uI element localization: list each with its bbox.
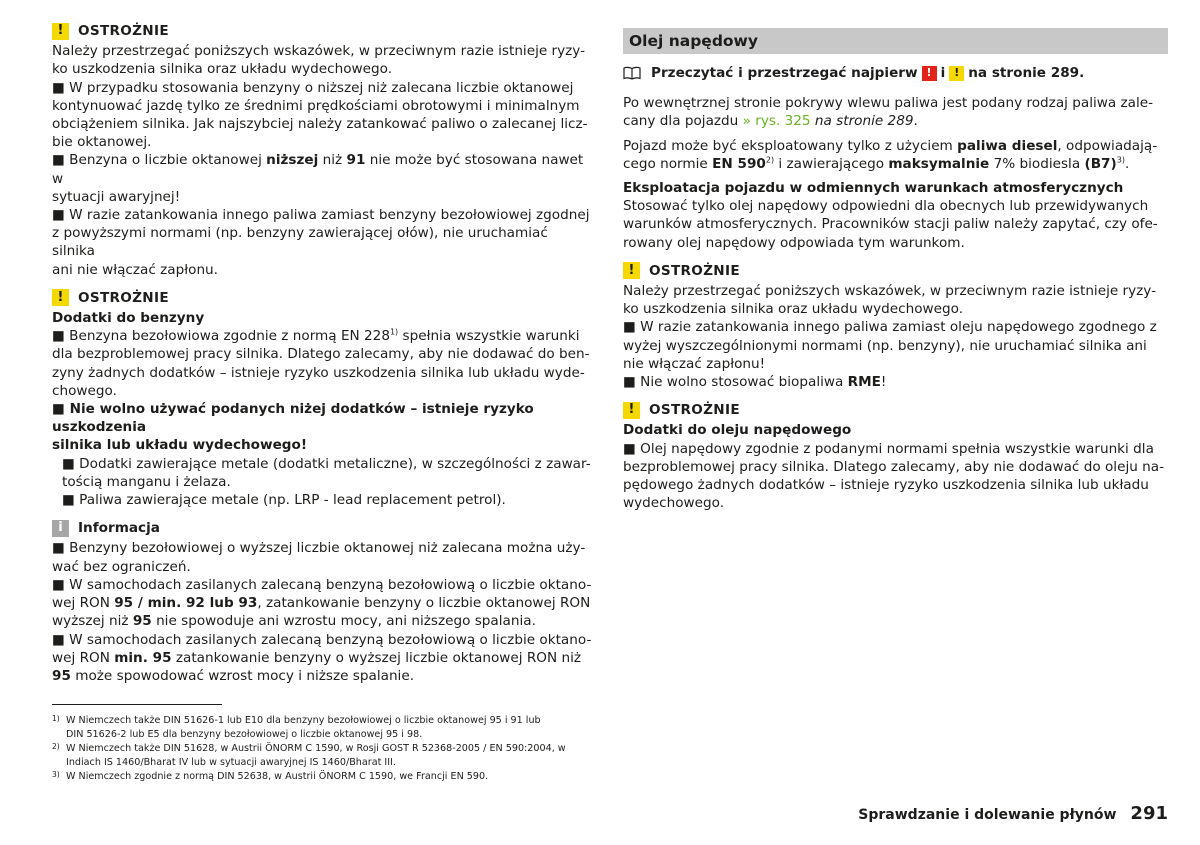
- text-span: !: [880, 374, 887, 391]
- bold-text: min. 95: [114, 649, 172, 666]
- text-line: ■ W razie zatankowania innego paliwa zamiast oleju napędowego zgodnego z: [623, 319, 1157, 336]
- text-line: warunków atmosferycznych. Pracowników stacji paliw należy zapytać, czy ofe-: [623, 216, 1158, 233]
- text-span: ■ Nie wolno stosować biopaliwa: [623, 374, 848, 391]
- footnote-ref: 1): [389, 327, 399, 337]
- text-line: ■ W przypadku stosowania benzyny o niższej niż zalecana liczbie oktanowej: [52, 79, 574, 96]
- footnote-1: [52, 714, 592, 742]
- info-header: [52, 519, 592, 537]
- text-line: ■ Benzyny bezołowiowej o wyższej liczbie oktanowej niż zalecana można uży-: [52, 540, 586, 557]
- warning-box-1: [52, 22, 592, 279]
- reference-text: Przeczytać i przestrzegać najpierw: [651, 65, 918, 81]
- warning-title: OSTROŻNIE: [649, 262, 740, 279]
- bold-text: paliwa diesel: [957, 137, 1058, 154]
- warning-icon-yellow[interactable]: !: [949, 66, 964, 81]
- chapter-title: Sprawdzanie i dolewanie płynów: [858, 807, 1117, 823]
- warning-icon: !: [52, 23, 69, 40]
- footnote-2: [52, 742, 592, 770]
- text-line: tością manganu i żelaza.: [62, 473, 231, 490]
- text-span: cego normie: [623, 155, 713, 172]
- footnote-mark: 1): [52, 714, 60, 723]
- footnote-line: Indiach IS 1460/Bharat IV lub w sytuacji awaryjnej IS 1460/Bharat III.: [66, 757, 396, 768]
- text-span: spełnia wszystkie warunki: [398, 328, 580, 345]
- text-line: ■ Paliwa zawierające metale (np. LRP - lead replacement petrol).: [62, 492, 506, 509]
- page-reference: na stronie 289.: [968, 65, 1085, 81]
- text-line: [623, 137, 1168, 155]
- subheading: Eksploatacja pojazdu w odmiennych warunkach atmosferycznych: [623, 180, 1124, 197]
- text-line: z powyższymi normami (np. benzyny zawierającej ołów), nie uruchamiać silnika: [52, 225, 548, 260]
- footnote-text: [66, 714, 592, 742]
- figure-link[interactable]: » rys. 325: [742, 113, 811, 130]
- text-line: Po wewnętrznej stronie pokrywy wlewu paliwa jest podany rodzaj paliwa zale-: [623, 95, 1154, 112]
- footnote-divider: [52, 704, 222, 705]
- page-number: 291: [1130, 803, 1168, 824]
- warning-title: OSTROŻNIE: [78, 23, 169, 39]
- italic-text: na stronie 289: [810, 113, 914, 130]
- text-line: ani nie włączać zapłonu.: [52, 261, 218, 278]
- text-line: chowego.: [52, 382, 117, 399]
- text-line: [52, 594, 592, 612]
- warning-header: [52, 22, 592, 40]
- bold-text: 95: [52, 667, 71, 684]
- bold-text: 91: [346, 152, 366, 169]
- footnote-3: [52, 770, 592, 784]
- footnote-ref: 2): [765, 155, 775, 165]
- text-line: bie oktanowej.: [52, 134, 152, 151]
- bold-text: EN 590: [712, 155, 766, 172]
- info-icon: i: [52, 520, 69, 537]
- text-span: wej RON: [52, 595, 115, 612]
- text-span: ■ Benzyna bezołowiowa zgodnie z normą EN 228: [52, 328, 390, 345]
- section-title: Olej napędowy: [623, 28, 1168, 54]
- footnote-line: W Niemczech także DIN 51628, w Austrii ÖNORM C 1590, w Rosji GOST R 52368-2005 / EN 590:2004, w: [66, 743, 566, 754]
- text-line: Należy przestrzegać poniższych wskazówek, w przeciwnym razie istnieje ryzy-: [623, 283, 1157, 300]
- info-box: [52, 519, 592, 685]
- text-span: nie spowoduje ani wzrostu mocy, ani niższego spalania.: [151, 613, 536, 630]
- warning-header: [623, 262, 1168, 280]
- text-line: dla bezproblemowej pracy silnika. Dlatego zalecamy, aby nie dodawać do ben-: [52, 346, 590, 363]
- book-icon: [623, 66, 641, 80]
- warning-icon: !: [623, 402, 640, 419]
- text-span: .: [1124, 155, 1130, 172]
- text-line: ■ W samochodach zasilanych zalecaną benzyną bezołowiową o liczbie oktano-: [52, 576, 592, 593]
- footnotes: [52, 714, 592, 784]
- text-line: nie włączać zapłonu!: [623, 355, 766, 372]
- bold-text: 95 / min. 92 lub 93: [114, 595, 258, 612]
- text-line: [623, 112, 1168, 130]
- warning-title: OSTROŻNIE: [649, 402, 740, 419]
- text-span: i zawierającego: [774, 155, 889, 172]
- text-line: silnika lub układu wydechowego!: [52, 437, 308, 454]
- bold-text: (B7): [1084, 155, 1117, 172]
- text-line: [52, 649, 592, 667]
- reference-line: [623, 64, 1168, 82]
- text-span: cany dla pojazdu: [623, 113, 743, 130]
- warning-header: [623, 401, 1168, 419]
- text-span: ■ Benzyna o liczbie oktanowej: [52, 152, 267, 169]
- text-span: Pojazd może być eksploatowany tylko z użyciem: [623, 137, 958, 154]
- footnote-line: DIN 51626-2 lub E5 dla benzyny bezołowiowej o liczbie oktanowej 95 i 98.: [66, 729, 423, 740]
- text-line: wydechowego.: [623, 495, 725, 512]
- warning-icon-red[interactable]: !: [922, 66, 937, 81]
- text-line: ■ W razie zatankowania innego paliwa zamiast benzyny bezołowiowej zgodnej: [52, 207, 590, 224]
- text-line: Należy przestrzegać poniższych wskazówek, w przeciwnym razie istnieje ryzy-: [52, 43, 586, 60]
- bold-text: RME: [847, 374, 881, 391]
- text-span: wej RON: [52, 649, 115, 666]
- text-span: wyższej niż: [52, 613, 133, 630]
- text-line: ■ Dodatki zawierające metale (dodatki metaliczne), w szczególności z zawar-: [62, 455, 591, 472]
- warning-title: OSTROŻNIE: [78, 289, 169, 306]
- text-line: sytuacji awaryjnej!: [52, 188, 181, 205]
- warning-subtitle: Dodatki do oleju napędowego: [623, 422, 852, 439]
- left-column: [52, 22, 592, 685]
- text-line: [52, 327, 592, 345]
- warning-header: [52, 289, 592, 307]
- footnote-text: [66, 742, 592, 770]
- reference-text: i: [940, 65, 946, 81]
- text-span: , odpowiadają-: [1057, 137, 1158, 154]
- warning-box-4: [623, 401, 1168, 512]
- info-title: Informacja: [78, 520, 160, 537]
- text-line: bezproblemowej pracy silnika. Dlatego zalecamy, aby nie dodawać do oleju na-: [623, 458, 1165, 475]
- text-line: [623, 155, 1168, 173]
- text-line: ■ Nie wolno używać podanych niżej dodatków – istnieje ryzyko uszkodzenia: [52, 401, 534, 436]
- bold-text: niższej: [266, 152, 319, 169]
- text-line: kontynuować jazdę tylko ze średnimi prędkościami obrotowymi i minimalnym: [52, 97, 580, 114]
- text-line: zyny żadnych dodatków – istnieje ryzyko uszkodzenia silnika lub układu wyde-: [52, 364, 585, 381]
- text-span: może spowodować wzrost mocy i niższe spalanie.: [70, 667, 415, 684]
- text-line: pędowego żadnych dodatków – istnieje ryzyko uszkodzenia silnika lub układu: [623, 477, 1149, 494]
- footnote-line: W Niemczech także DIN 51626-1 lub E10 dla benzyny bezołowiowej o liczbie oktanowej 95 i 91 lub: [66, 715, 541, 726]
- bold-text: 95: [132, 613, 152, 630]
- text-span: .: [913, 113, 918, 130]
- bold-text: maksymalnie: [888, 155, 990, 172]
- warning-box-2: [52, 289, 592, 509]
- warning-box-3: [623, 262, 1168, 391]
- text-line: [52, 151, 592, 187]
- text-line: ko uszkodzenia silnika oraz układu wydechowego.: [52, 61, 393, 78]
- right-column: [623, 28, 1168, 512]
- text-span: , zatankowanie benzyny o liczbie oktanowej RON: [257, 595, 591, 612]
- text-line: [52, 667, 592, 685]
- page-footer: [858, 803, 1168, 824]
- text-line: [623, 373, 1168, 391]
- warning-icon: !: [623, 262, 640, 279]
- text-line: Stosować tylko olej napędowy odpowiedni dla obecnych lub przewidywanych: [623, 198, 1149, 215]
- text-span: nie może być stosowana nawet w: [52, 152, 584, 187]
- text-line: ko uszkodzenia silnika oraz układu wydechowego.: [623, 301, 964, 318]
- footnote-mark: 3): [52, 770, 60, 779]
- warning-subtitle: Dodatki do benzyny: [52, 310, 205, 327]
- text-span: 7% biodiesla: [989, 155, 1085, 172]
- text-line: wać bez ograniczeń.: [52, 558, 191, 575]
- footnote-ref: 3): [1116, 155, 1125, 165]
- text-line: wyżej wyszczególnionymi normami (np. benzyny), nie uruchamiać silnika ani: [623, 337, 1147, 354]
- text-span: niż: [318, 152, 347, 169]
- text-line: obciążeniem silnika. Jak najszybciej należy zatankować paliwo o zalecanej licz-: [52, 116, 588, 133]
- footnote-mark: 2): [52, 742, 60, 751]
- text-line: [52, 612, 592, 630]
- text-line: rowany olej napędowy odpowiada tym warunkom.: [623, 234, 965, 251]
- warning-icon: !: [52, 289, 69, 306]
- text-line: ■ W samochodach zasilanych zalecaną benzyną bezołowiową o liczbie oktano-: [52, 631, 592, 648]
- text-span: zatankowanie benzyny o wyższej liczbie oktanowej RON niż: [171, 649, 581, 666]
- text-line: ■ Olej napędowy zgodnie z podanymi normami spełnia wszystkie warunki dla: [623, 440, 1154, 457]
- footnote-text: W Niemczech zgodnie z normą DIN 52638, w Austrii ÖNORM C 1590, we Francji EN 590.: [66, 771, 489, 782]
